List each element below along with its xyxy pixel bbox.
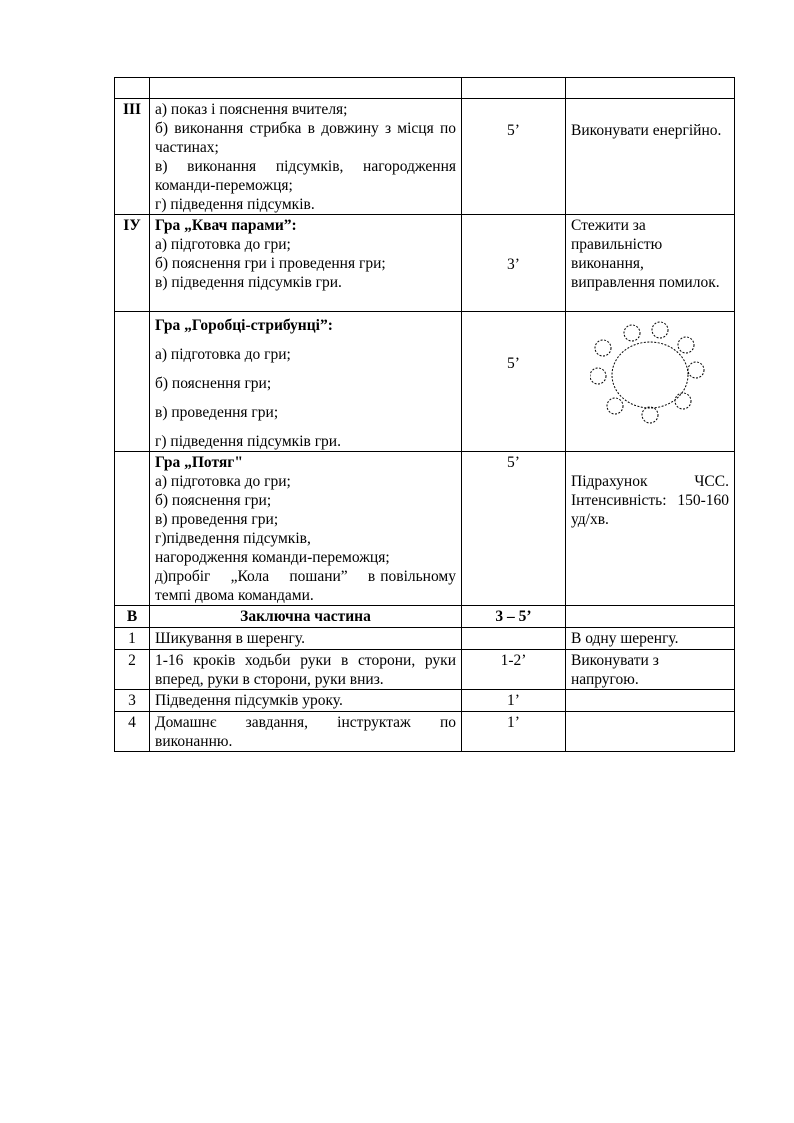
section-time: 3 – 5’ <box>462 606 566 628</box>
row-time: 3’ <box>462 215 566 312</box>
row-content: 1-16 кроків ходьби руки в сторони, руки вперед, руки в сторони, руки вниз. <box>150 650 462 690</box>
row-content: Підведення підсумків уроку. <box>150 690 462 712</box>
row-note: Виконувати з напругою. <box>566 650 735 690</box>
table-row <box>115 99 735 215</box>
row-time: 5’ <box>462 312 566 452</box>
row-note: В одну шеренгу. <box>566 628 735 650</box>
row-note: Виконувати енергійно. <box>566 99 735 215</box>
row-content: а) показ і пояснення вчителя; б) виконання стрибка в довжину з місця по частинах; в) виконання підсумків, нагородження команди-переможця; г) підведення підсумків. <box>150 99 462 215</box>
table-row <box>115 312 735 452</box>
row-number: IУ <box>115 215 150 312</box>
row-content: Гра „Потяг" а) підготовка до гри; б) пояснення гри; в) проведення гри; г)підведення підсумків, нагородження команди-переможця; д)пробіг „Кола пошани” в повільному темпі двома командами. <box>150 452 462 606</box>
table-row <box>115 690 735 712</box>
lesson-plan-table <box>114 77 735 752</box>
row-content: Гра „Квач парами”: а) підготовка до гри; б) пояснення гри і проведення гри; в) підведення підсумків гри. <box>150 215 462 312</box>
table-row <box>115 650 735 690</box>
row-note: Стежити за правильністю виконання, виправлення помилок. <box>566 215 735 312</box>
table-row <box>115 628 735 650</box>
row-note <box>566 690 735 712</box>
row-content: Шикування в шеренгу. <box>150 628 462 650</box>
game-title: Гра „Потяг" <box>155 454 243 471</box>
row-time: 1-2’ <box>462 650 566 690</box>
row-note: Підрахунок ЧСС. Інтенсивність: 150-160 уд/хв. <box>566 452 735 606</box>
row-content: Гра „Горобці-стрибунці”: а) підготовка до гри; б) пояснення гри; в) проведення гри; г) підведення підсумків гри. <box>150 312 462 452</box>
row-number: 4 <box>115 712 150 752</box>
row-content: Домашнє завдання, інструктаж по виконанню. <box>150 712 462 752</box>
table-row <box>115 78 735 99</box>
row-number <box>115 452 150 606</box>
row-time: 5’ <box>462 99 566 215</box>
table-row <box>115 712 735 752</box>
game-title: Гра „Квач парами”: <box>155 217 297 234</box>
row-note <box>566 312 735 452</box>
row-number: 3 <box>115 690 150 712</box>
circle-formation-diagram <box>590 320 710 430</box>
row-number: 2 <box>115 650 150 690</box>
row-time: 1’ <box>462 712 566 752</box>
section-title: Заключна частина <box>150 606 462 628</box>
section-number: В <box>115 606 150 628</box>
table-row <box>115 215 735 312</box>
row-time: 1’ <box>462 690 566 712</box>
row-number: III <box>115 99 150 215</box>
row-time <box>462 628 566 650</box>
row-number <box>115 312 150 452</box>
game-title: Гра „Горобці-стрибунці”: <box>155 317 333 334</box>
table-row <box>115 452 735 606</box>
row-time: 5’ <box>462 452 566 606</box>
section-header-row <box>115 606 735 628</box>
row-note <box>566 712 735 752</box>
row-number: 1 <box>115 628 150 650</box>
